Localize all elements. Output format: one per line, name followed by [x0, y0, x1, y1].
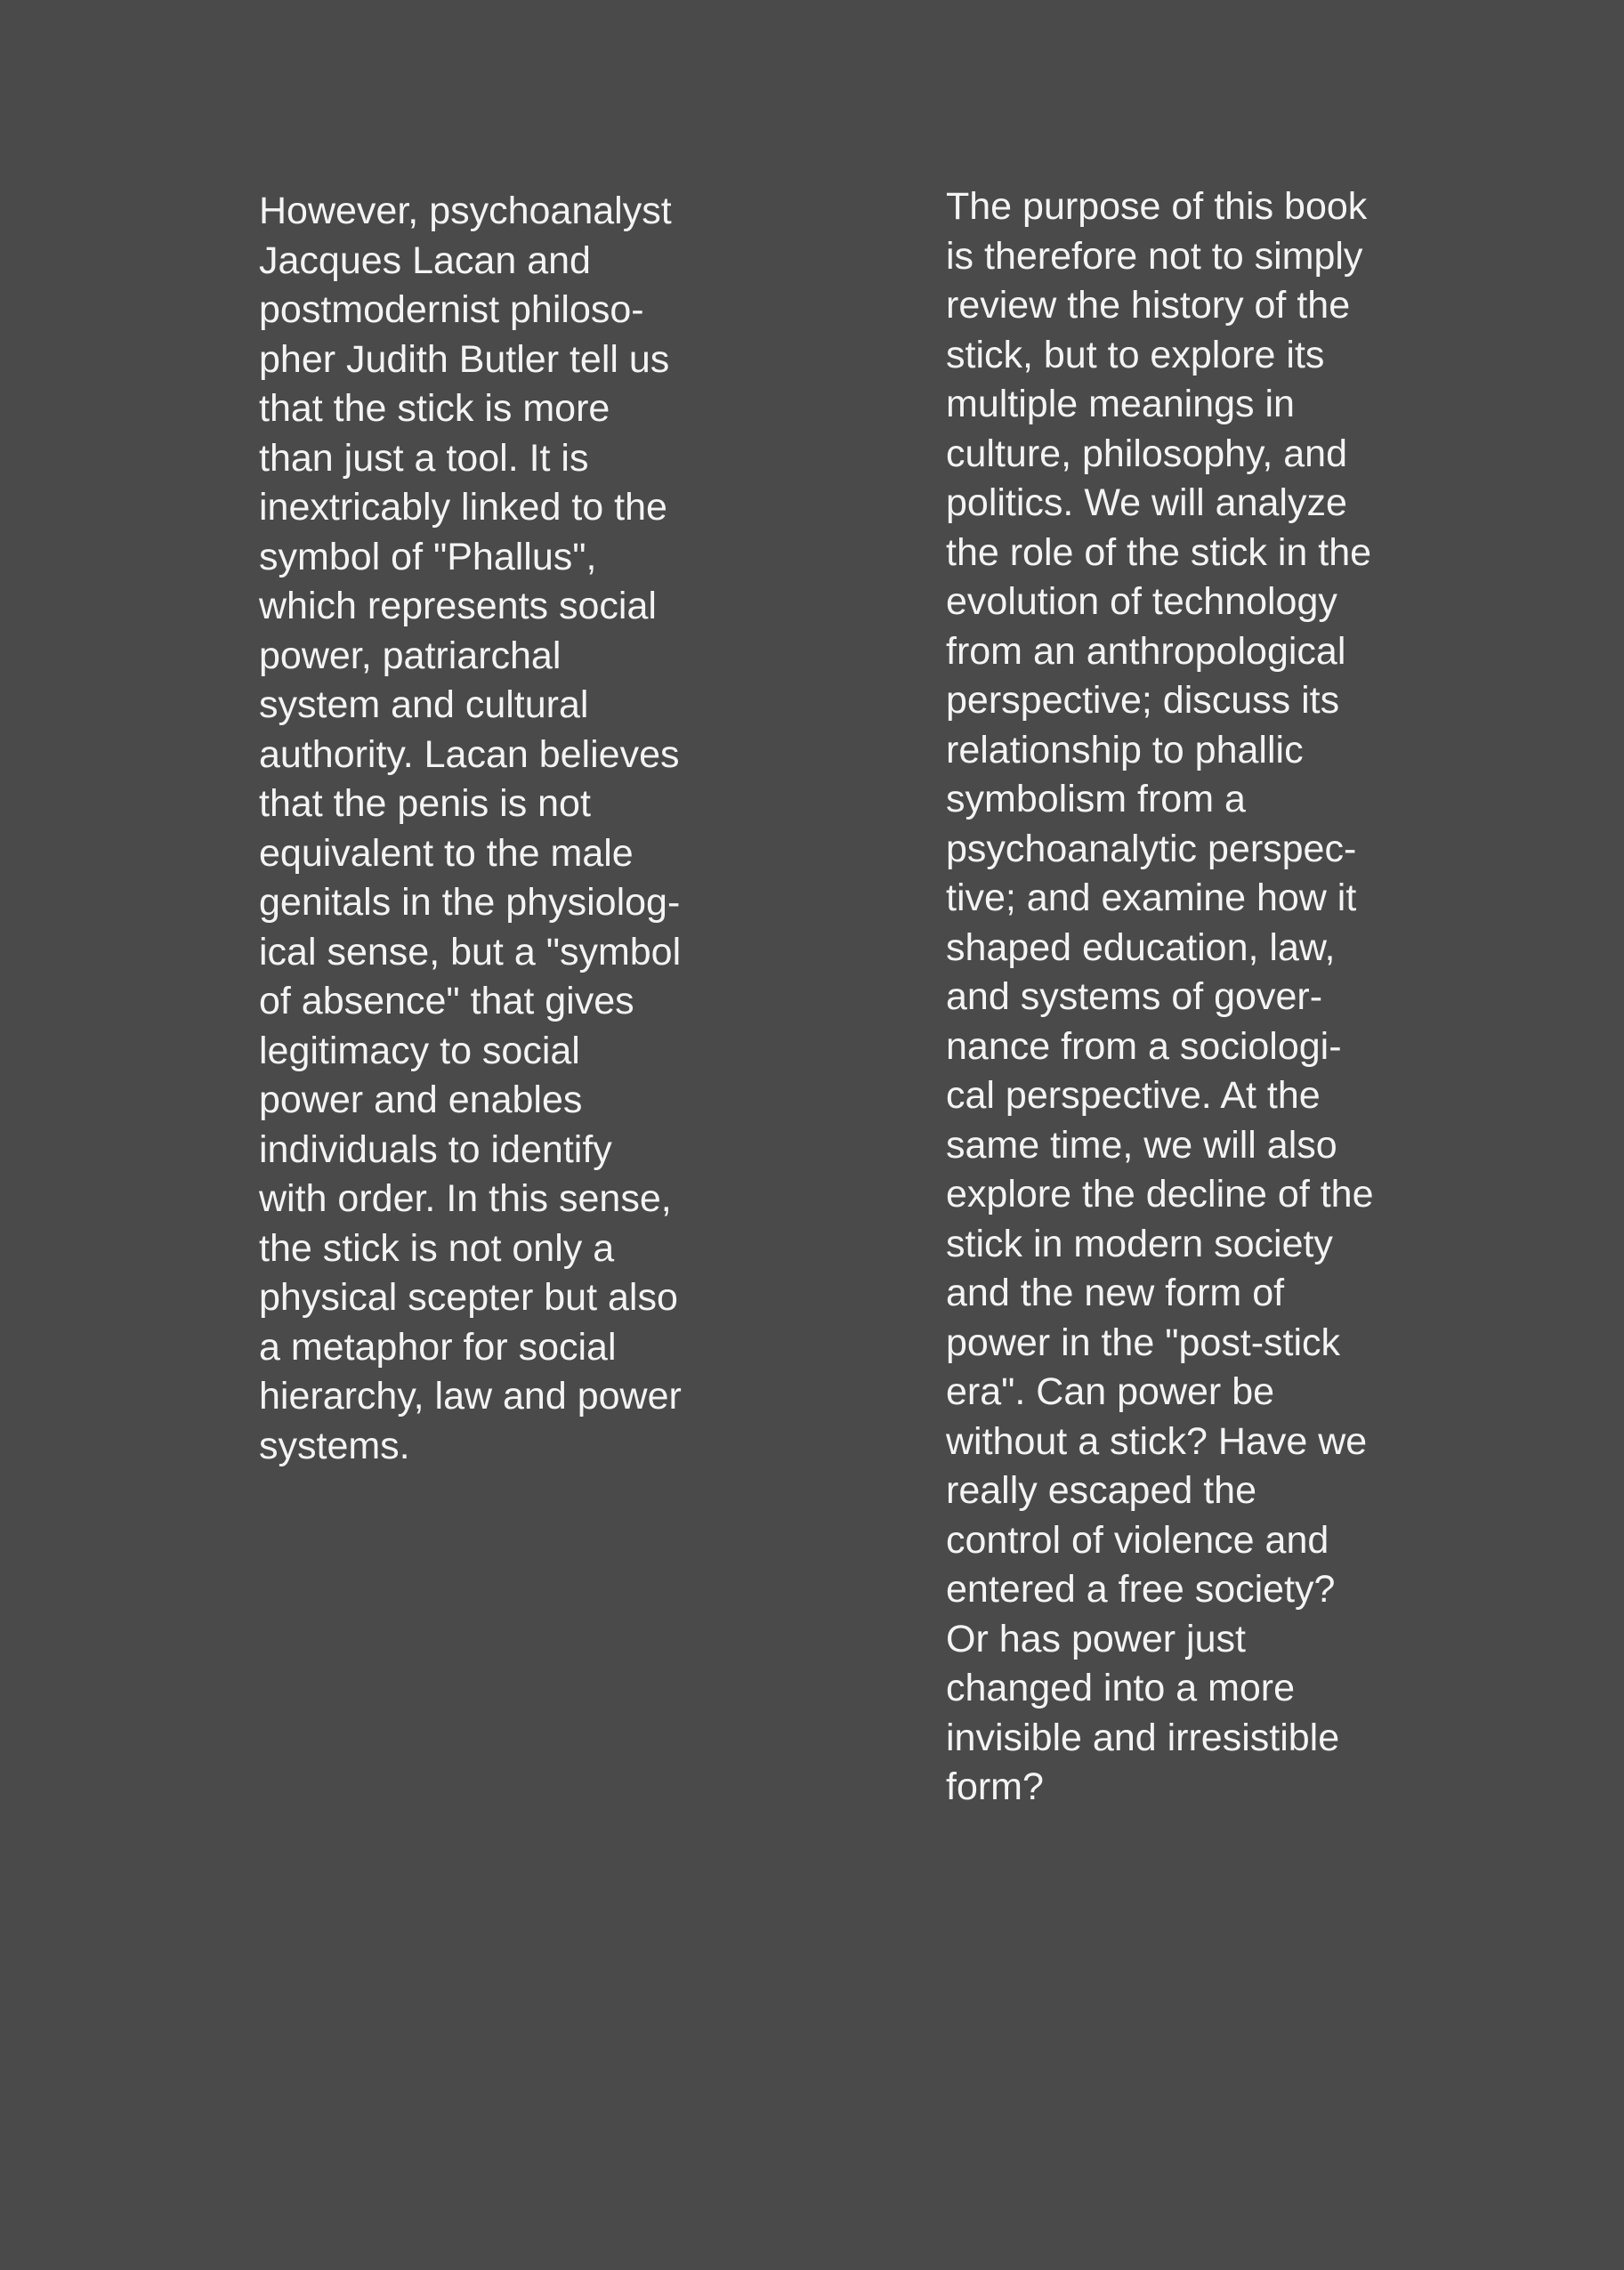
right-column-text: The purpose of this book is therefore not to simply review the history of the stick, but to explore its multiple meanings in culture, philosophy, and politics. We will analyze the role of the stick in the evolution of technology from an anthropological perspective; discuss its relationship to phallic symbolism from a psychoanalytic perspec- tive; and examine how it shaped education, law, and systems of gover- nance from a sociologi- cal perspective. At the same time, we will also explore the decline of the stick in modern society and the new form of power in the "post-stick era". Can power be without a stick? Have we really escaped the control of violence and entered a free society? Or has power just changed into a more invisible and irresistible form?: [946, 185, 1374, 1808]
left-column-text: However, psychoanalyst Jacques Lacan and postmodernist philoso- pher Judith Butler tell us that the stick is more than just a tool. It is inextricably linked to the symbol of "Phallus", which represents social power, patriarchal system and cultural authority. Lacan believes that the penis is not equivalent to the male genitals in the physiolog- ical sense, but a "symbol of absence" that gives legitimacy to social power and enables individuals to identify with order. In this sense, the stick is not only a physical scepter but also a metaphor for social hierarchy, law and power systems.: [259, 190, 682, 1467]
